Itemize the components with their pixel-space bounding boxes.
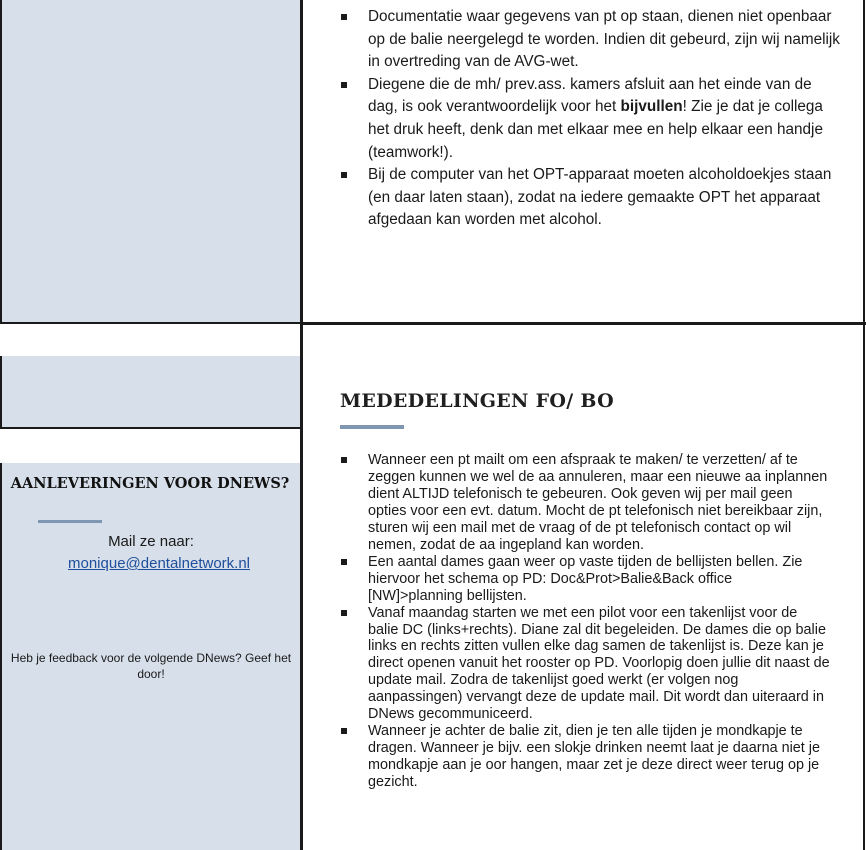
top-bullet-list — [340, 6, 840, 232]
text-segment: Documentatie waar gegevens van pt op staan, dienen niet openbaar op de balie neergelegd te worden. Indien dit gebeurd, zijn wij namelijk in overtreding van de AVG-wet. — [368, 8, 840, 71]
text-segment: Vanaf maandag starten we met een pilot voor een takenlijst voor de balie DC (links+rechts). Diane zal dit begeleiden. De dames die op balie links en rechts zitten vullen elke dag samen de takenlijst is. Deze kan je direct openen vanuit het rooster op PD. Voorlopig doen jullie dit naast de update mail. Zodra de takenlijst goed werkt (er volgen nog aanpassingen) vervangt deze de update mail. Dit wordt dan uiteraard in DNews gecommuniceerd. — [368, 604, 830, 723]
text-segment: Wanneer een pt mailt om een afspraak te maken/ te verzetten/ af te zeggen kunnen we wel de aa annuleren, maar een nieuwe aa inplannen dient ALTIJD telefonisch te gebeuren. Ook geven wij per mail geen opties voor een evt. datum. Mocht de pt telefonisch niet bereikbaar zijn, sturen wij een mail met de vraag of de pt telefonisch contact op wil nemen, zodat de aa ingepland kan worden. — [368, 452, 828, 553]
announcement-list — [340, 452, 830, 791]
divider — [0, 322, 300, 324]
text-segment: Diegene die de mh/ prev.ass. kamers afsluit aan het einde van de dag, is ook verantwoordelijk voor het — [368, 75, 812, 116]
mail-label: Mail ze naar: — [108, 533, 194, 550]
sidebar-title: AANLEVERINGEN VOOR DNEWS? — [10, 475, 290, 492]
email-link[interactable]: monique@dentalnetwork.nl — [68, 555, 250, 572]
list-item — [340, 164, 840, 232]
list-item — [340, 74, 840, 164]
sidebar-panel-middle — [0, 356, 300, 429]
sidebar-title-rule — [38, 520, 102, 523]
right-border — [863, 0, 865, 850]
section-title: MEDEDELINGEN FO/ BO — [340, 390, 614, 412]
list-item — [340, 452, 830, 554]
sidebar-panel-top — [0, 0, 300, 323]
text-segment: ! Zie je dat je collega het druk heeft, denk dan met elkaar mee en help elkaar een handje (teamwork!). — [368, 98, 823, 161]
column-divider — [300, 0, 303, 850]
list-item — [340, 554, 830, 605]
list-item — [340, 605, 830, 724]
text-segment: Bij de computer van het OPT-apparaat moeten alcoholdoekjes staan (en daar laten staan), zodat na iedere gemaakte OPT het apparaat afgedaan kan worden met alcohol. — [368, 166, 832, 229]
list-item — [340, 723, 830, 791]
emphasis-text: bijvullen — [620, 98, 683, 116]
section-title-rule — [340, 425, 404, 429]
text-segment: Wanneer je achter de balie zit, dien je ten alle tijden je mondkapje te dragen. Wanneer je bijv. een slokje drinken neemt laat je daarna niet je mondkapje aan je oor hangen, maar zet je deze direct weer terug op je gezicht. — [368, 723, 820, 791]
list-item — [340, 6, 840, 74]
section-divider — [300, 322, 866, 325]
text-segment: Een aantal dames gaan weer op vaste tijden de bellijsten bellen. Zie hiervoor het schema op PD: Doc&Prot>Balie&Back office [NW]>planning bellijsten. — [368, 553, 803, 604]
feedback-note: Heb je feedback voor de volgende DNews? Geef het door! — [10, 651, 292, 681]
